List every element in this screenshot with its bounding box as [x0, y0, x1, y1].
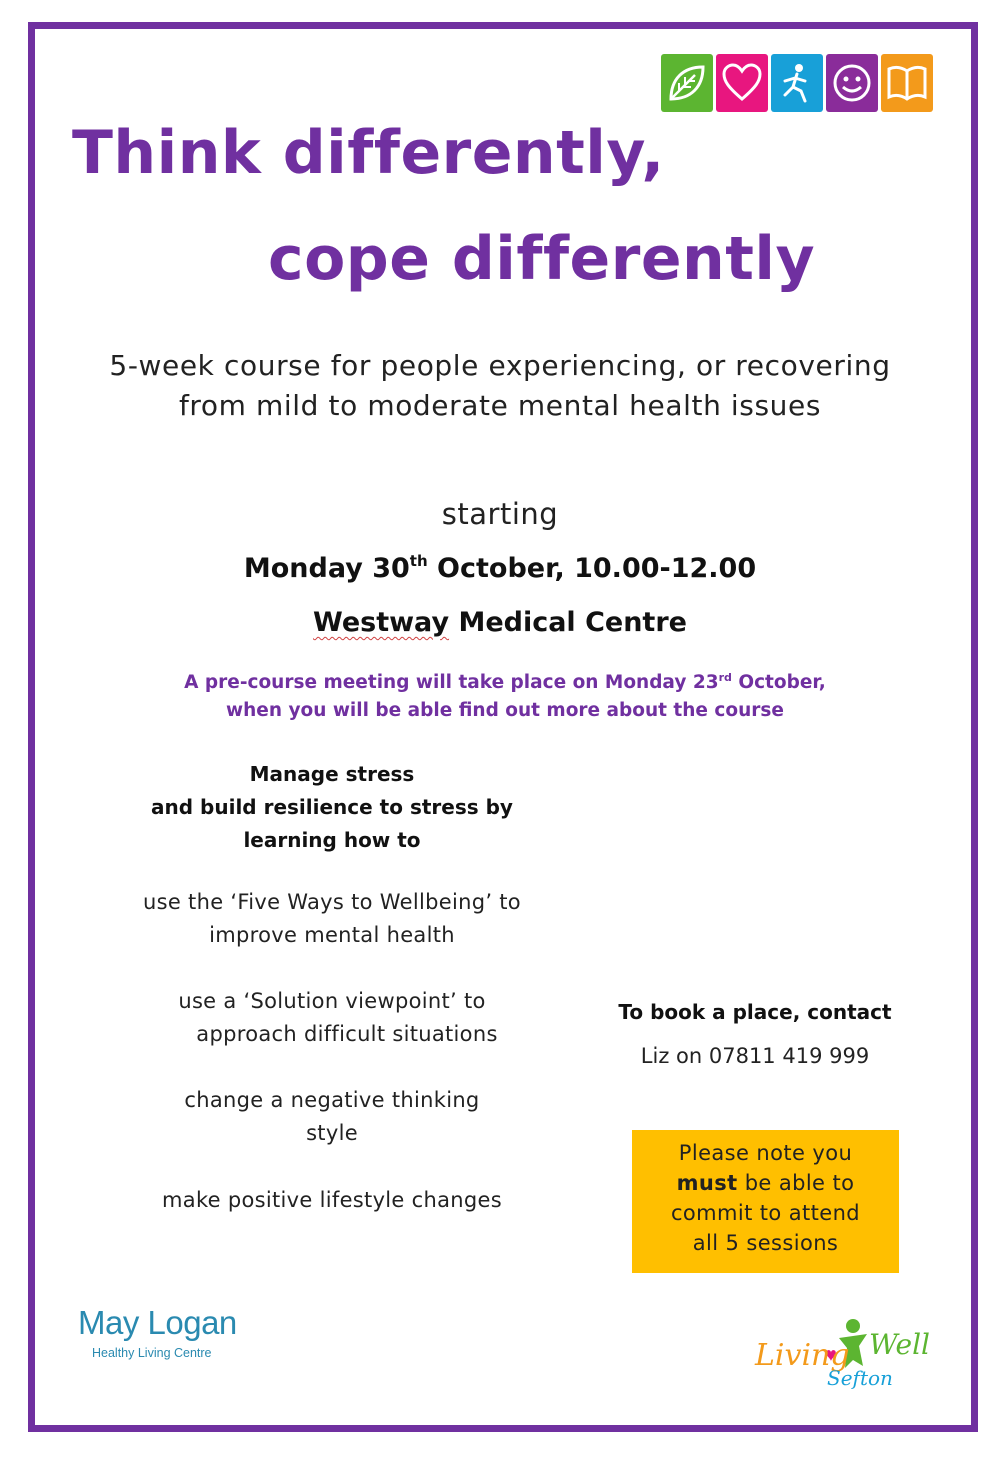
- list-item: [92, 1184, 572, 1217]
- venue-name-word: Westway: [313, 607, 450, 638]
- logo-word-well: Well: [869, 1328, 930, 1361]
- start-date-time: October, 10.00-12.00: [427, 553, 757, 584]
- may-logan-logo: [78, 1304, 237, 1360]
- list-item-line-2: approach difficult situations: [196, 1022, 498, 1046]
- list-item-line-1: use the ‘Five Ways to Wellbeing’ to: [143, 890, 521, 914]
- precourse-line-2: when you will be able find out more about the course: [226, 700, 784, 721]
- title-line-1: Think differently,: [72, 118, 665, 188]
- course-description-line-1: 5-week course for people experiencing, or recovering: [109, 349, 891, 382]
- venue-name-rest: Medical Centre: [449, 607, 687, 638]
- course-description-line-2: from mild to moderate mental health issues: [178, 389, 822, 422]
- list-item: [92, 1084, 572, 1150]
- precourse-line-1: [100, 664, 910, 697]
- title-line-2: cope differently: [268, 224, 816, 294]
- note-must: must: [676, 1171, 738, 1195]
- manage-stress-heading: [112, 758, 552, 857]
- booking-contact: Liz on 07811 419 999: [640, 1044, 870, 1068]
- course-description: [40, 346, 960, 426]
- logo-word-sefton: Sefton: [827, 1366, 893, 1390]
- start-date: [150, 552, 850, 584]
- book-icon: [881, 54, 933, 112]
- list-item-line-1: make positive lifestyle changes: [162, 1188, 502, 1212]
- heart-icon: [716, 54, 768, 112]
- list-item-line-1: change a negative thinking: [184, 1088, 480, 1112]
- logo-word-living: Living: [755, 1338, 850, 1373]
- may-logan-subtitle: Healthy Living Centre: [92, 1346, 212, 1360]
- manage-line-1: Manage stress: [249, 762, 415, 786]
- starting-label: starting: [441, 497, 559, 531]
- note-line-1: Please note you: [678, 1141, 853, 1165]
- start-date-suffix: th: [409, 552, 428, 570]
- note-line-3: commit to attend: [670, 1201, 861, 1225]
- note-line-2: [632, 1168, 899, 1198]
- manage-line-3: learning how to: [243, 828, 421, 852]
- precourse-notice: [100, 664, 910, 725]
- list-item: [92, 886, 572, 952]
- precourse-line-1-text: A pre-course meeting will take place on Monday 23: [184, 672, 719, 693]
- running-person-icon: [771, 54, 823, 112]
- living-well-sefton-logo: [755, 1316, 930, 1396]
- list-item: [92, 985, 572, 1051]
- attendance-note: [632, 1130, 899, 1273]
- list-item-line-1: use a ‘Solution viewpoint’ to: [178, 989, 486, 1013]
- booking-heading: To book a place, contact: [618, 1000, 892, 1024]
- may-logan-name: May Logan: [78, 1304, 237, 1341]
- wellbeing-icons: [661, 54, 933, 112]
- start-date-day: Monday 30: [243, 553, 410, 584]
- smiley-icon: [826, 54, 878, 112]
- note-line-4: all 5 sessions: [692, 1231, 839, 1255]
- manage-line-2: and build resilience to stress by: [151, 795, 513, 819]
- list-item-line-2: improve mental health: [209, 923, 455, 947]
- note-line-2-rest: be able to: [737, 1171, 855, 1195]
- precourse-line-1-end: October,: [731, 672, 826, 693]
- list-item-line-2: style: [306, 1121, 358, 1145]
- precourse-ordinal: rd: [718, 671, 732, 684]
- venue: [150, 607, 850, 638]
- leaf-icon: [661, 54, 713, 112]
